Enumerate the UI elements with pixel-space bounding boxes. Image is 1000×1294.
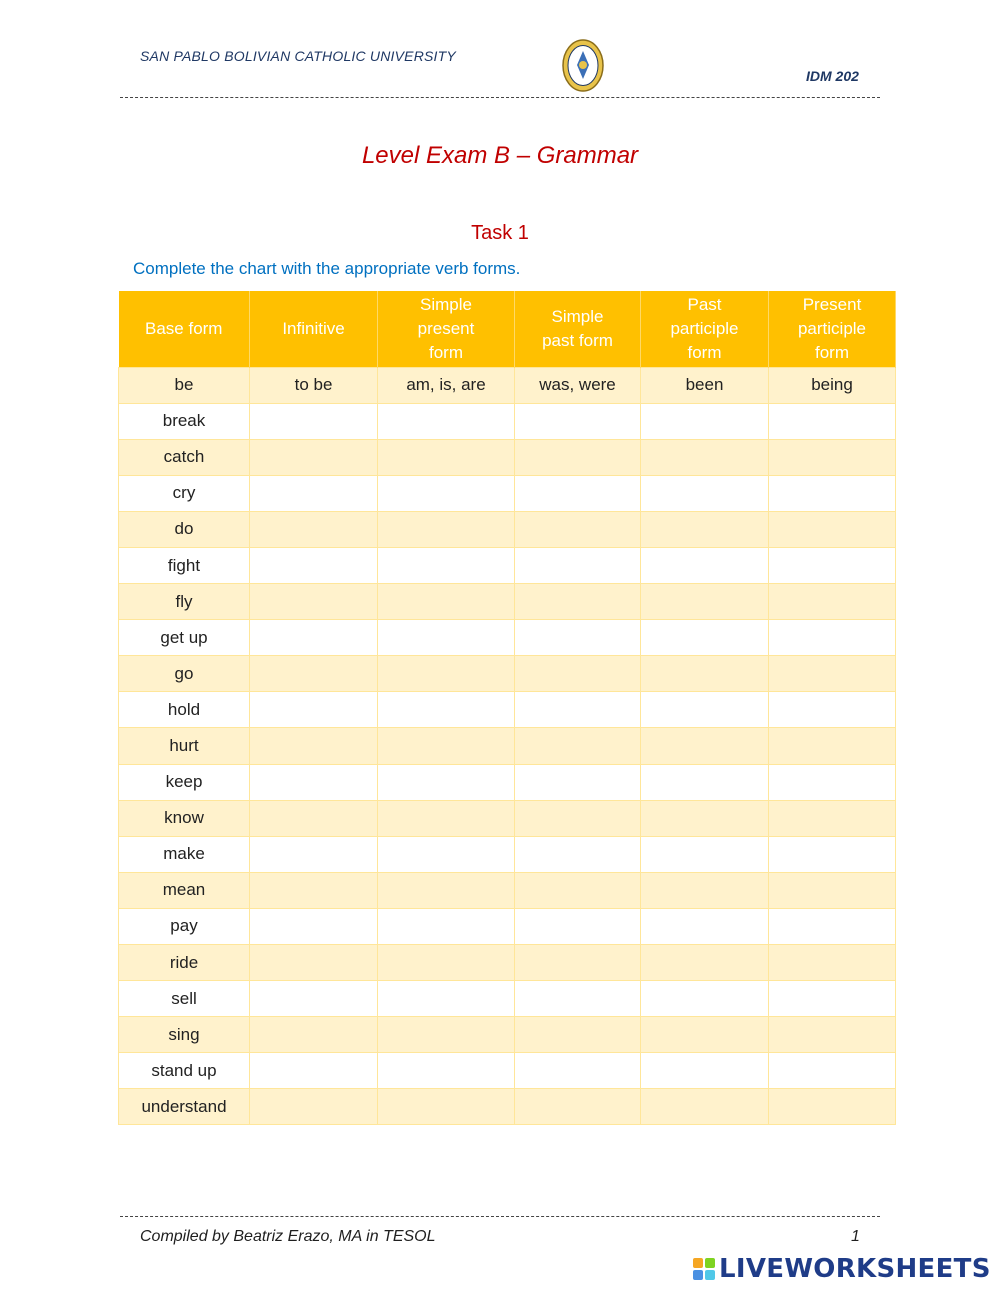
answer-cell[interactable] [641,981,769,1017]
answer-cell[interactable] [378,439,515,475]
answer-cell[interactable] [769,547,896,583]
answer-cell[interactable] [250,945,378,981]
column-header [515,291,641,367]
table-row [119,728,896,764]
column-header-line: present [417,318,475,338]
answer-cell[interactable] [250,584,378,620]
base-form-cell: hold [119,692,250,728]
base-form-cell: mean [119,872,250,908]
column-header-line: form [687,342,722,362]
answer-cell[interactable] [641,1053,769,1089]
table-row [119,656,896,692]
column-header-line: past form [542,330,613,350]
answer-cell[interactable] [515,1017,641,1053]
answer-cell[interactable] [378,908,515,944]
answer-cell[interactable] [641,1089,769,1125]
answer-cell[interactable] [769,872,896,908]
answer-cell[interactable] [378,692,515,728]
answer-cell[interactable] [769,511,896,547]
answer-cell[interactable] [378,1053,515,1089]
answer-cell[interactable] [378,1017,515,1053]
table-row [119,981,896,1017]
answer-cell[interactable] [641,656,769,692]
answer-cell[interactable] [378,584,515,620]
base-form-cell: pay [119,908,250,944]
answer-cell[interactable] [515,764,641,800]
answer-cell[interactable] [250,836,378,872]
verb-forms-table [118,291,896,1125]
answer-cell[interactable] [769,656,896,692]
answer-cell[interactable] [769,945,896,981]
answer-cell[interactable] [250,1053,378,1089]
column-header-line: Past [687,294,722,314]
column-header [378,291,515,367]
answer-cell[interactable] [250,547,378,583]
answer-cell[interactable] [515,403,641,439]
logo-block [705,1258,715,1268]
liveworksheets-logo [693,1254,991,1284]
answer-cell[interactable] [641,836,769,872]
table-row [119,620,896,656]
answer-cell[interactable] [515,1089,641,1125]
answer-cell[interactable] [250,800,378,836]
answer-cell[interactable] [378,403,515,439]
table-row [119,764,896,800]
column-header-line: Infinitive [282,318,345,338]
answer-cell[interactable] [378,764,515,800]
table-header-row [119,291,896,367]
table-row [119,945,896,981]
answer-cell[interactable] [769,403,896,439]
university-seal-icon [562,39,604,92]
answer-cell[interactable] [378,511,515,547]
answer-cell[interactable] [250,764,378,800]
verb-form-cell: being [769,367,896,403]
table-row [119,836,896,872]
answer-cell[interactable] [378,656,515,692]
table-row [119,439,896,475]
table-row [119,692,896,728]
column-header-line: Present [802,294,862,314]
answer-cell[interactable] [641,728,769,764]
table-row [119,1017,896,1053]
column-header [119,291,250,367]
answer-cell[interactable] [769,836,896,872]
base-form-cell: be [119,367,250,403]
answer-cell[interactable] [515,981,641,1017]
column-header [769,291,896,367]
base-form-cell: make [119,836,250,872]
column-header-line: Simple [551,306,604,326]
answer-cell[interactable] [515,1053,641,1089]
base-form-cell: do [119,511,250,547]
answer-cell[interactable] [769,1089,896,1125]
table-body [119,367,896,1125]
table-row [119,1053,896,1089]
answer-cell[interactable] [515,836,641,872]
task-label: Task 1 [471,222,529,244]
column-header-line: Simple [420,294,472,314]
answer-cell[interactable] [515,800,641,836]
base-form-cell: sell [119,981,250,1017]
answer-cell[interactable] [641,620,769,656]
answer-cell[interactable] [378,620,515,656]
answer-cell[interactable] [515,692,641,728]
table-row [119,1089,896,1125]
answer-cell[interactable] [641,945,769,981]
answer-cell[interactable] [250,1017,378,1053]
base-form-cell: ride [119,945,250,981]
verb-form-cell: to be [250,367,378,403]
base-form-cell: catch [119,439,250,475]
course-code: IDM 202 [806,68,859,84]
column-header-line: form [815,342,849,362]
answer-cell[interactable] [515,620,641,656]
answer-cell[interactable] [250,475,378,511]
base-form-cell: get up [119,620,250,656]
answer-cell[interactable] [769,800,896,836]
answer-cell[interactable] [641,764,769,800]
answer-cell[interactable] [250,511,378,547]
table-row [119,547,896,583]
answer-cell[interactable] [769,764,896,800]
table-row [119,800,896,836]
answer-cell[interactable] [515,728,641,764]
table-row [119,584,896,620]
base-form-cell: fly [119,584,250,620]
answer-cell[interactable] [641,908,769,944]
logo-block [705,1270,715,1280]
base-form-cell: know [119,800,250,836]
liveworksheets-blocks-icon [693,1258,715,1280]
verb-form-cell: was, were [515,367,641,403]
answer-cell[interactable] [378,475,515,511]
answer-cell[interactable] [515,439,641,475]
answer-cell[interactable] [769,439,896,475]
answer-cell[interactable] [250,908,378,944]
base-form-cell: go [119,656,250,692]
answer-cell[interactable] [378,728,515,764]
column-header-line: participle [797,318,867,338]
answer-cell[interactable] [378,872,515,908]
column-header [250,291,378,367]
answer-cell[interactable] [378,800,515,836]
footer-divider [120,1216,880,1217]
answer-cell[interactable] [250,692,378,728]
base-form-cell: break [119,403,250,439]
logo-block [693,1258,703,1268]
answer-cell[interactable] [250,403,378,439]
answer-cell[interactable] [515,475,641,511]
answer-cell[interactable] [769,1017,896,1053]
liveworksheets-wordmark: LIVEWORKSHEETS [719,1254,991,1284]
answer-cell[interactable] [515,656,641,692]
answer-cell[interactable] [378,547,515,583]
base-form-cell: understand [119,1089,250,1125]
answer-cell[interactable] [378,1089,515,1125]
answer-cell[interactable] [641,584,769,620]
answer-cell[interactable] [515,945,641,981]
base-form-cell: keep [119,764,250,800]
table-row [119,475,896,511]
task-instruction: Complete the chart with the appropriate verb forms. [133,259,521,278]
answer-cell[interactable] [641,692,769,728]
column-header-line: form [429,342,463,362]
verb-form-cell: am, is, are [378,367,515,403]
page-number: 1 [851,1228,860,1245]
answer-cell[interactable] [515,547,641,583]
answer-cell[interactable] [769,584,896,620]
answer-cell[interactable] [641,1017,769,1053]
answer-cell[interactable] [769,908,896,944]
column-header-line: Base form [145,318,223,338]
answer-cell[interactable] [250,872,378,908]
base-form-cell: sing [119,1017,250,1053]
answer-cell[interactable] [641,403,769,439]
base-form-cell: cry [119,475,250,511]
answer-cell[interactable] [250,656,378,692]
answer-cell[interactable] [250,981,378,1017]
answer-cell[interactable] [515,511,641,547]
page-title: Level Exam B – Grammar [361,142,639,169]
table-row [119,908,896,944]
answer-cell[interactable] [769,692,896,728]
answer-cell[interactable] [769,475,896,511]
table-row [119,511,896,547]
base-form-cell: hurt [119,728,250,764]
answer-cell[interactable] [250,439,378,475]
answer-cell[interactable] [250,620,378,656]
answer-cell[interactable] [250,1089,378,1125]
column-header [641,291,769,367]
answer-cell[interactable] [641,547,769,583]
answer-cell[interactable] [769,981,896,1017]
table-row [119,403,896,439]
logo-block [693,1270,703,1280]
answer-cell[interactable] [641,511,769,547]
header-divider [120,97,880,98]
answer-cell[interactable] [250,728,378,764]
answer-cell[interactable] [515,908,641,944]
column-header-line: participle [670,318,739,338]
answer-cell[interactable] [515,584,641,620]
answer-cell[interactable] [641,872,769,908]
base-form-cell: stand up [119,1053,250,1089]
answer-cell[interactable] [378,945,515,981]
answer-cell[interactable] [769,620,896,656]
answer-cell[interactable] [641,475,769,511]
answer-cell[interactable] [515,872,641,908]
university-name: SAN PABLO BOLIVIAN CATHOLIC UNIVERSITY [140,48,456,64]
answer-cell[interactable] [378,981,515,1017]
footer-credit: Compiled by Beatriz Erazo, MA in TESOL [140,1228,436,1245]
table-row [119,872,896,908]
table-row [119,367,896,403]
answer-cell[interactable] [641,439,769,475]
base-form-cell: fight [119,547,250,583]
verb-form-cell: been [641,367,769,403]
answer-cell[interactable] [641,800,769,836]
answer-cell[interactable] [769,728,896,764]
answer-cell[interactable] [769,1053,896,1089]
answer-cell[interactable] [378,836,515,872]
